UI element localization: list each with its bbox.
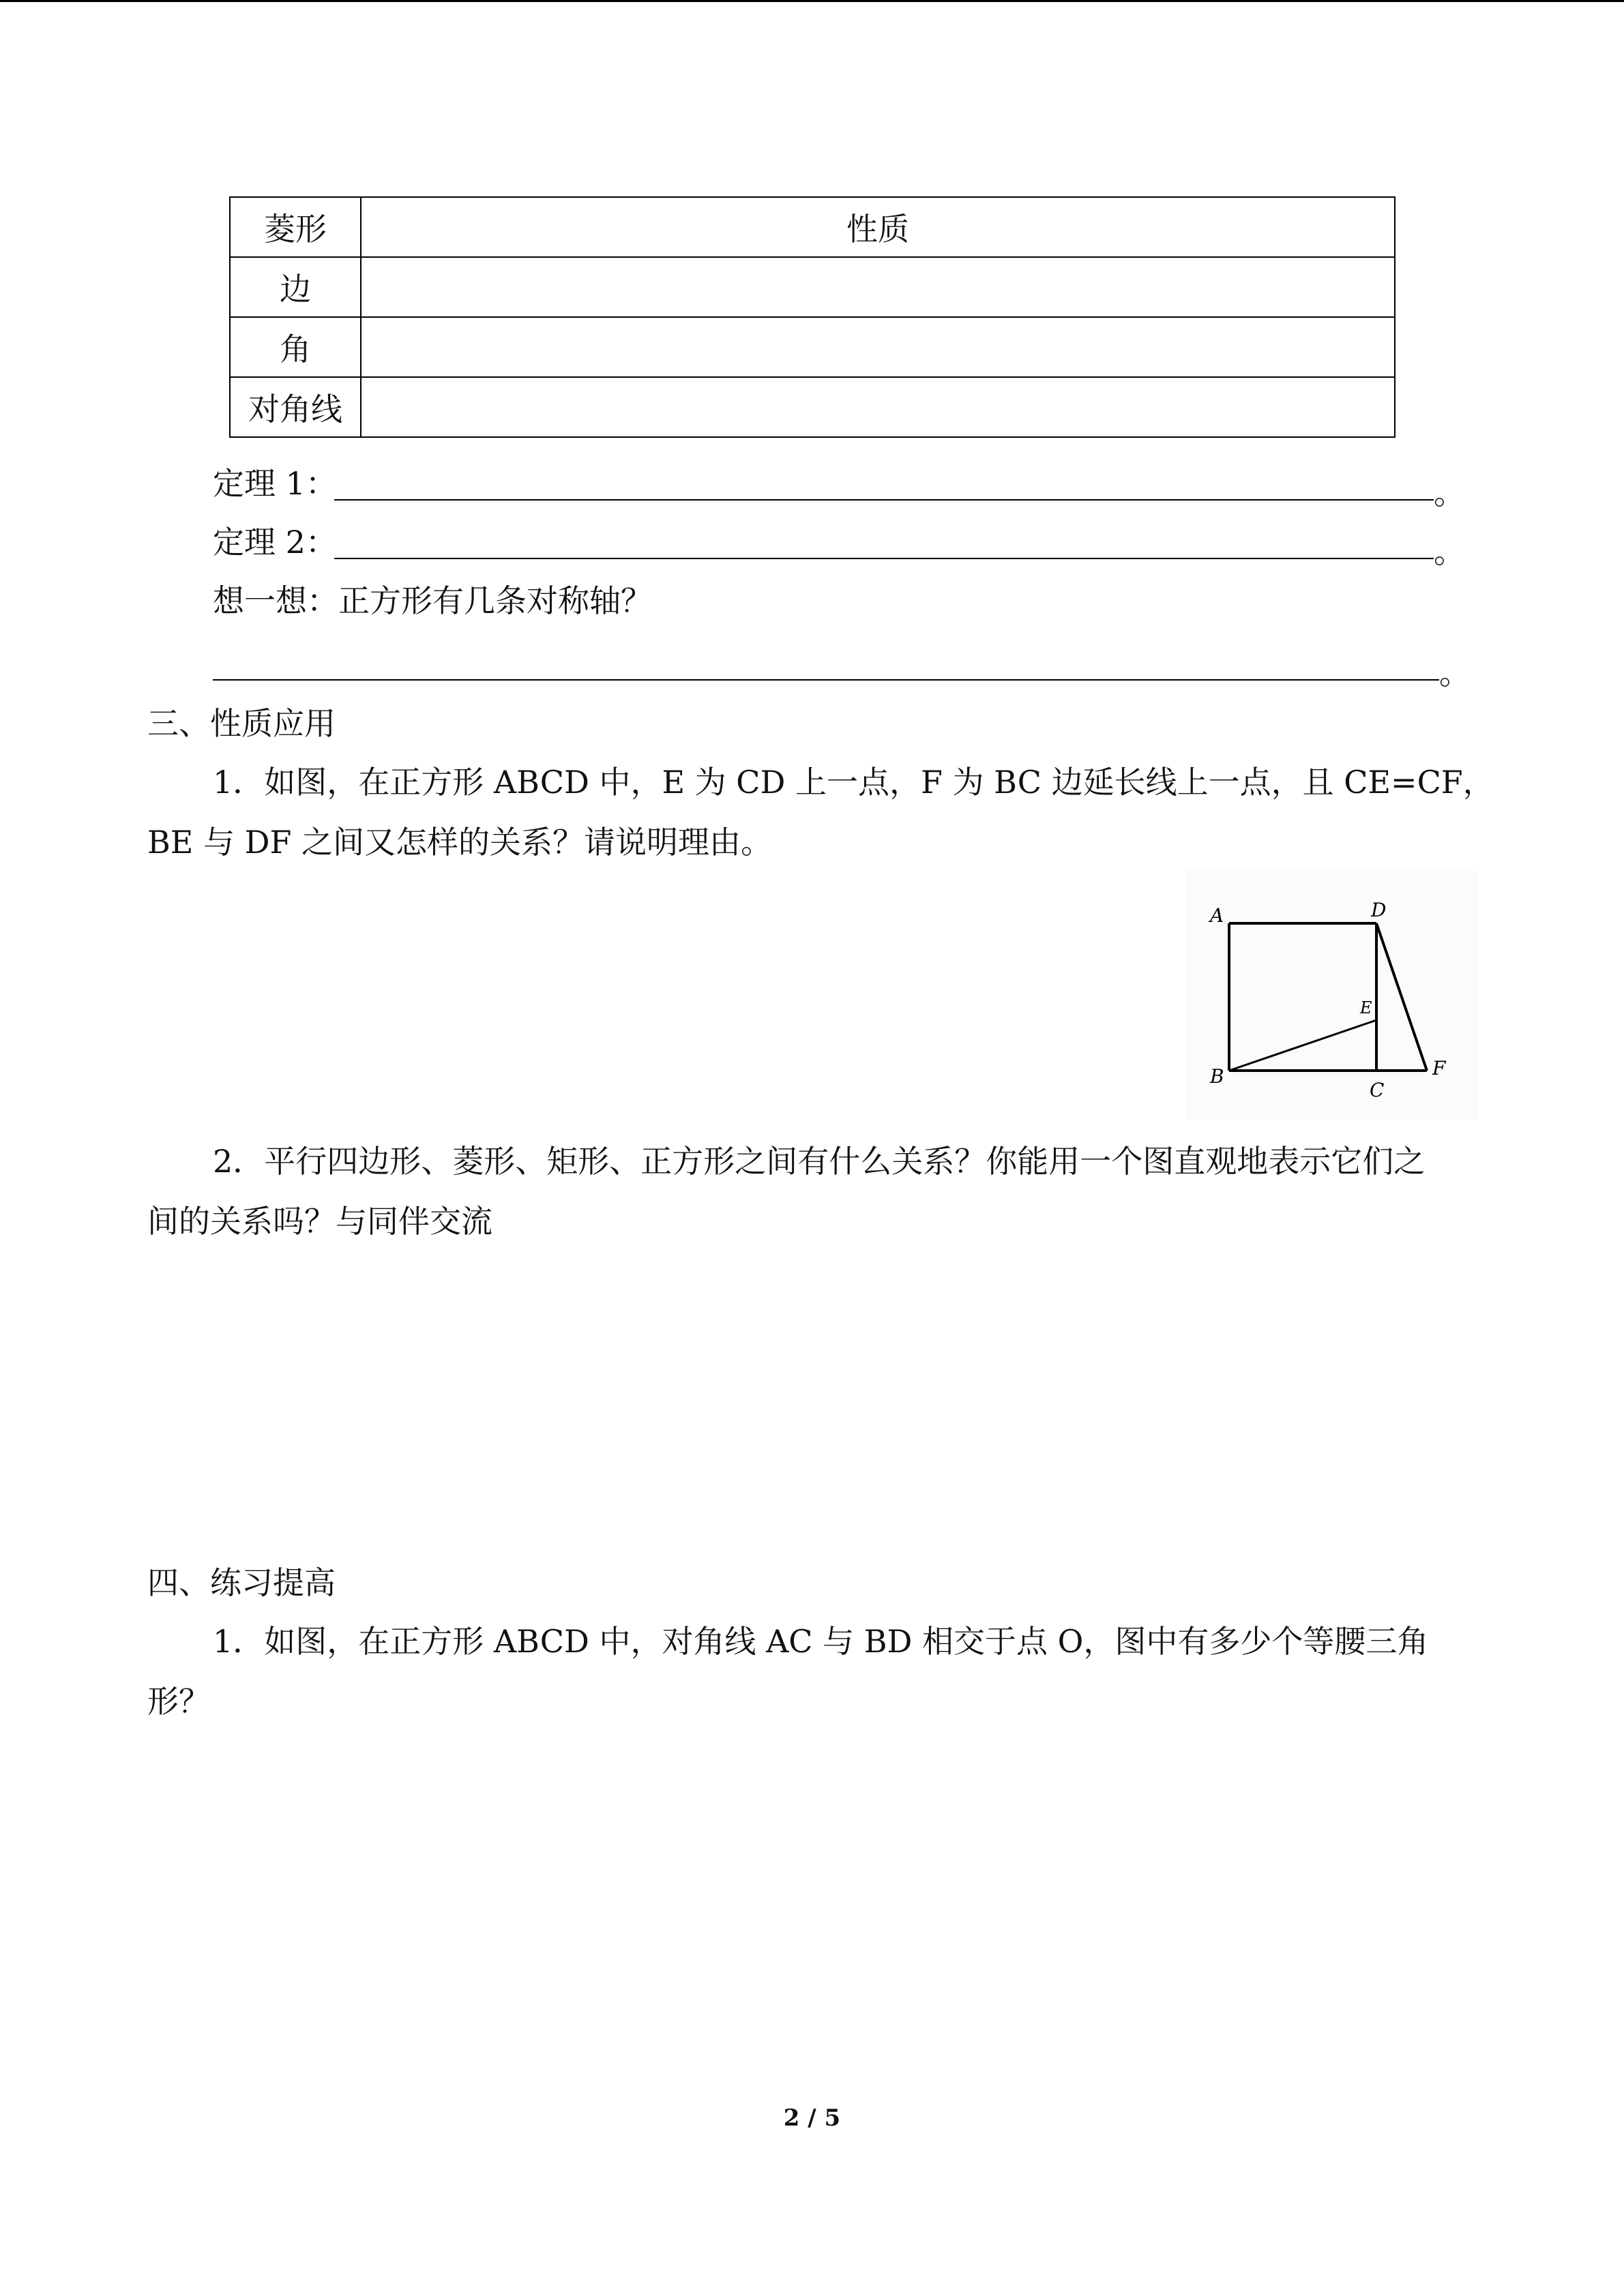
rhombus-properties-table: [229, 196, 1396, 438]
table-row: [230, 317, 1395, 377]
section-4-heading: 四、练习提高: [147, 1564, 336, 1601]
section-3-q1-line1: 1．如图，在正方形 ABCD 中，E 为 CD 上一点，F 为 BC 边延长线上一点，且 CE=CF，: [213, 764, 1494, 801]
theorem-1-blank[interactable]: [334, 499, 1434, 501]
theorem-2-label: 定理 2：: [213, 524, 337, 561]
table-header-shape: 菱形: [230, 197, 361, 257]
table-cell-angle-value[interactable]: [361, 317, 1395, 377]
label-C: C: [1370, 1079, 1385, 1101]
think-period: 。: [1439, 655, 1471, 691]
section-3-heading: 三、性质应用: [147, 705, 336, 742]
theorem-2-blank[interactable]: [334, 558, 1434, 559]
label-E: E: [1360, 998, 1372, 1017]
table-row-label-side: 边: [230, 257, 361, 317]
label-F: F: [1432, 1057, 1446, 1079]
theorem-1-label: 定理 1：: [213, 465, 337, 502]
section-3-q2-line1: 2．平行四边形、菱形、矩形、正方形之间有什么关系？你能用一个图直观地表示它们之: [213, 1143, 1426, 1180]
section-4-q1-line2: 形？: [147, 1683, 210, 1720]
table-header-properties: 性质: [361, 197, 1395, 257]
table-header-row: [230, 197, 1395, 257]
think-answer-blank[interactable]: [213, 679, 1439, 681]
section-4-q1-line1: 1．如图，在正方形 ABCD 中，对角线 AC 与 BD 相交于点 O，图中有多少个等腰三角: [213, 1623, 1429, 1660]
table-row: [230, 257, 1395, 317]
label-B: B: [1210, 1065, 1224, 1088]
table-row-label-angle: 角: [230, 317, 361, 377]
section-3-q1-line2: BE 与 DF 之间又怎样的关系？请说明理由。: [147, 824, 773, 861]
think-question: 想一想：正方形有几条对称轴？: [213, 582, 652, 619]
table-cell-side-value[interactable]: [361, 257, 1395, 317]
label-D: D: [1371, 899, 1387, 921]
label-A: A: [1210, 904, 1224, 927]
table-row-label-diagonal: 对角线: [230, 377, 361, 437]
table-row: [230, 377, 1395, 437]
page-number: 2 / 5: [783, 2104, 841, 2132]
table-cell-diagonal-value[interactable]: [361, 377, 1395, 437]
square-figure: [1185, 870, 1477, 1120]
section-3-q2-line2: 间的关系吗？与同伴交流: [147, 1203, 492, 1240]
theorem-1-period: 。: [1434, 475, 1465, 511]
theorem-2-period: 。: [1434, 533, 1465, 570]
